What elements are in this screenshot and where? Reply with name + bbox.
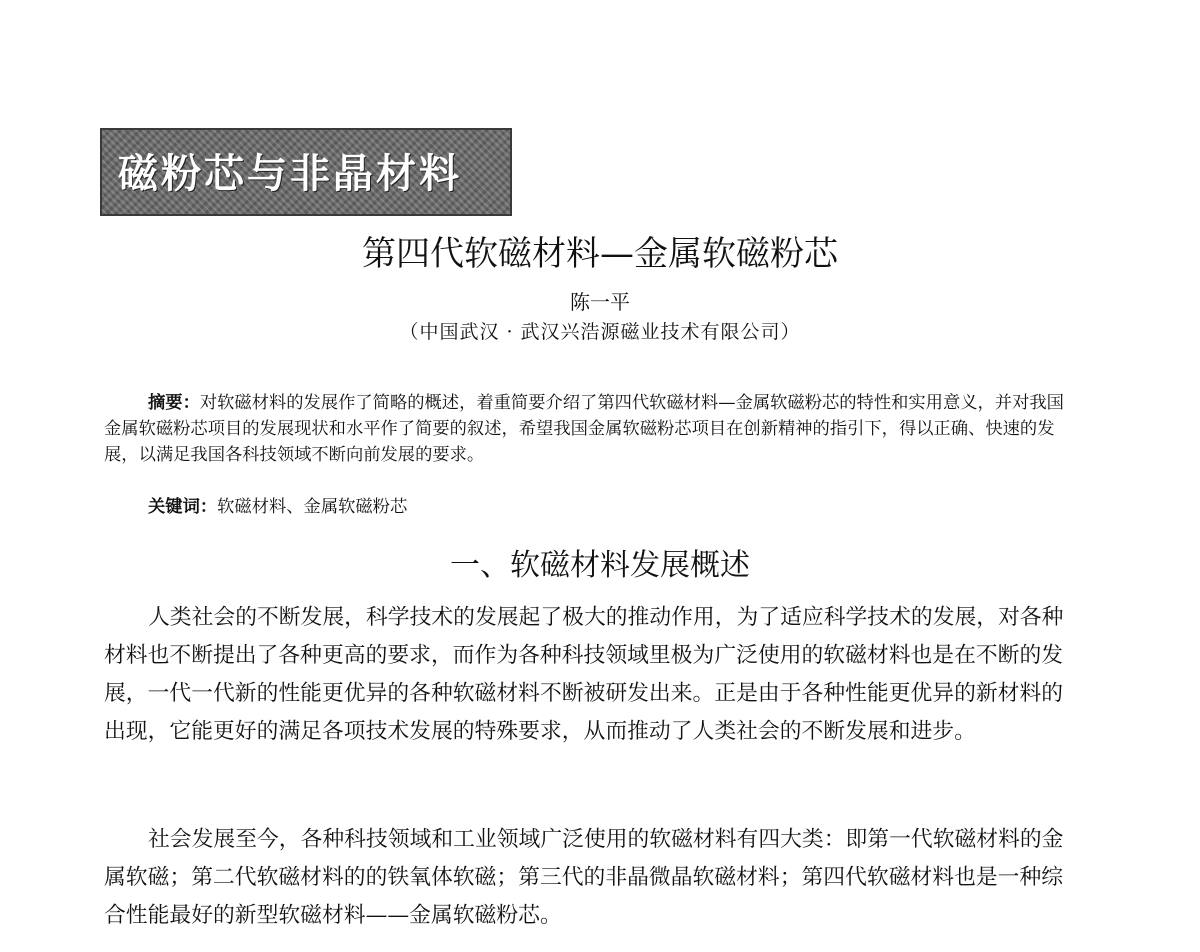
abstract-label: 摘要： <box>148 393 200 413</box>
body-paragraph: 社会发展至今，各种科技领域和工业领域广泛使用的软磁材料有四大类：即第一代软磁材料的金属软磁；第二代软磁材料的的铁氧体软磁；第三代的非晶微晶软磁材料；第四代软磁材料也是一种综合性能最好的新型软磁材料——金属软磁粉芯。 <box>104 827 1064 928</box>
abstract <box>104 390 1080 468</box>
body-paragraph: 人类社会的不断发展，科学技术的发展起了极大的推动作用，为了适应科学技术的发展，对各种材料也不断提出了各种更高的要求，而作为各种科技领域里极为广泛使用的软磁材料也是在不断的发展，一代一代新的性能更优异的各种软磁材料不断被研发出来。正是由于各种性能更优异的新材料的出现，它能更好的满足各项技术发展的特殊要求，从而推动了人类社会的不断发展和进步。 <box>104 605 1064 744</box>
keywords-text: 软磁材料、金属软磁粉芯 <box>217 497 408 517</box>
keywords <box>148 494 407 520</box>
section-banner <box>100 128 512 216</box>
keywords-label: 关键词： <box>148 497 218 517</box>
author-affiliation: （中国武汉 · 武汉兴浩源磁业技术有限公司） <box>399 321 801 343</box>
author-name: 陈一平 <box>570 290 630 314</box>
section-heading: 一、软磁材料发展概述 <box>450 548 750 583</box>
article-title: 第四代软磁材料—金属软磁粉芯 <box>362 234 838 274</box>
abstract-text: 对软磁材料的发展作了简略的概述，着重简要介绍了第四代软磁材料—金属软磁粉芯的特性和实用意义，并对我国金属软磁粉芯项目的发展现状和水平作了简要的叙述，希望我国金属软磁粉芯项目在创新精神的指引下，得以正确、快速的发展，以满足我国各科技领域不断向前发展的要求。 <box>104 393 1064 465</box>
banner-text: 磁粉芯与非晶材料 <box>118 151 462 197</box>
